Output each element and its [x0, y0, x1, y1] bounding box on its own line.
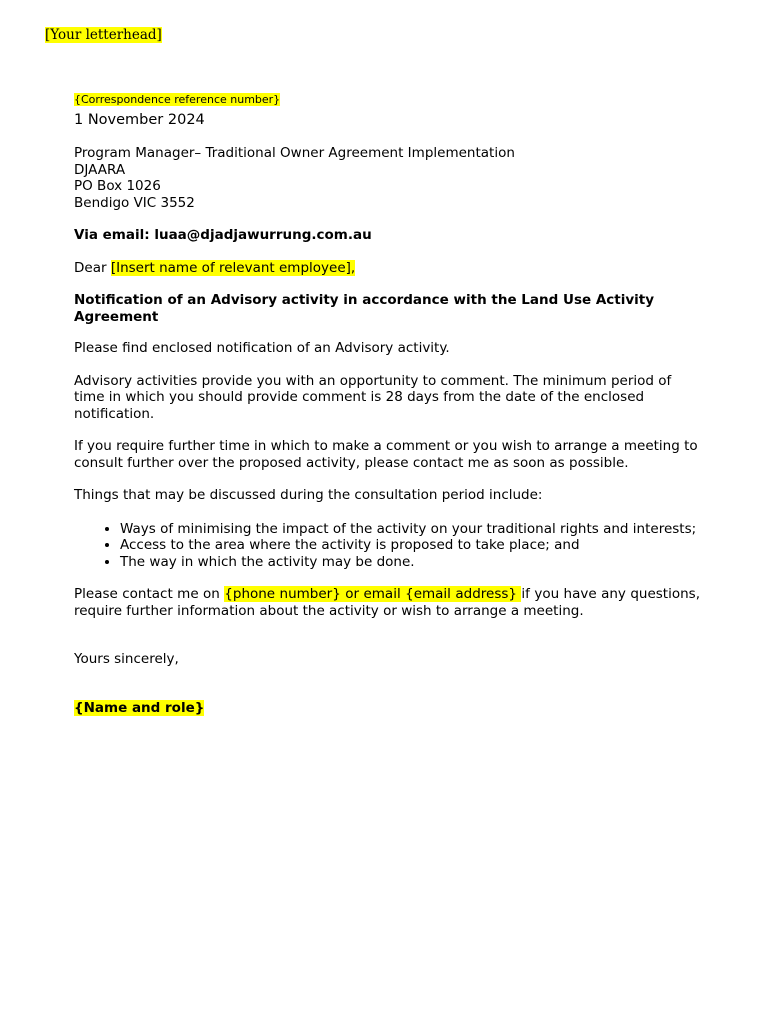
address-line-organisation: DJAARA [74, 161, 126, 178]
address-line-city: Bendigo VIC 3552 [74, 194, 195, 211]
letter-subject: Notification of an Advisory activity in accordance with the Land Use Activity Agreement [74, 292, 655, 325]
correspondence-reference-placeholder: {Correspondence reference number} [74, 93, 281, 106]
salutation-name-placeholder: [Insert name of relevant employee], [110, 259, 356, 276]
paragraph-contact [74, 586, 700, 619]
letterhead [45, 26, 162, 44]
discussion-bullet-list [74, 521, 700, 571]
via-email-line: Via email: luaa@djadjawurrung.com.au [74, 227, 372, 243]
recipient-address [74, 145, 700, 211]
signoff-placeholder: {Name and role} [74, 699, 205, 716]
letterhead-placeholder: [Your letterhead] [45, 27, 162, 43]
letter-date: 1 November 2024 [74, 112, 205, 128]
contact-placeholder: {phone number} or email {email address} [224, 586, 522, 602]
correspondence-reference [74, 92, 700, 107]
address-line-po-box: PO Box 1026 [74, 178, 161, 194]
bullet-item: • Ways of minimising the impact of the activity on your traditional rights and interests; [120, 521, 700, 538]
salutation-prefix: Dear [74, 259, 111, 276]
salutation [74, 260, 700, 277]
contact-prefix: Please contact me on [74, 586, 225, 602]
paragraph-advisory-activities: Advisory activities provide you with an opportunity to comment. The minimum period of time in which you should provide comment is 28 days from the date of the enclosed notification. [74, 372, 672, 422]
address-line-role: Program Manager– Traditional Owner Agreement Implementation [74, 145, 515, 161]
closing: Yours sincerely, [74, 651, 179, 667]
bullet-item: • Access to the area where the activity is proposed to take place; and [120, 537, 700, 554]
paragraph-further-time: If you require further time in which to make a comment or you wish to arrange a meeting to consult further over the proposed activity, please contact me as soon as possible. [74, 438, 698, 471]
paragraph-enclosed-notification: Please find enclosed notification of an Advisory activity. [74, 340, 450, 356]
signoff [74, 700, 700, 717]
contact-suffix: if you have any questions, require further information about the activity or wish to arrange a meeting. [74, 586, 700, 619]
bullet-item: • The way in which the activity may be done. [120, 554, 700, 571]
letter-body [74, 92, 700, 716]
paragraph-discussion-intro: Things that may be discussed during the consultation period include: [74, 487, 543, 503]
